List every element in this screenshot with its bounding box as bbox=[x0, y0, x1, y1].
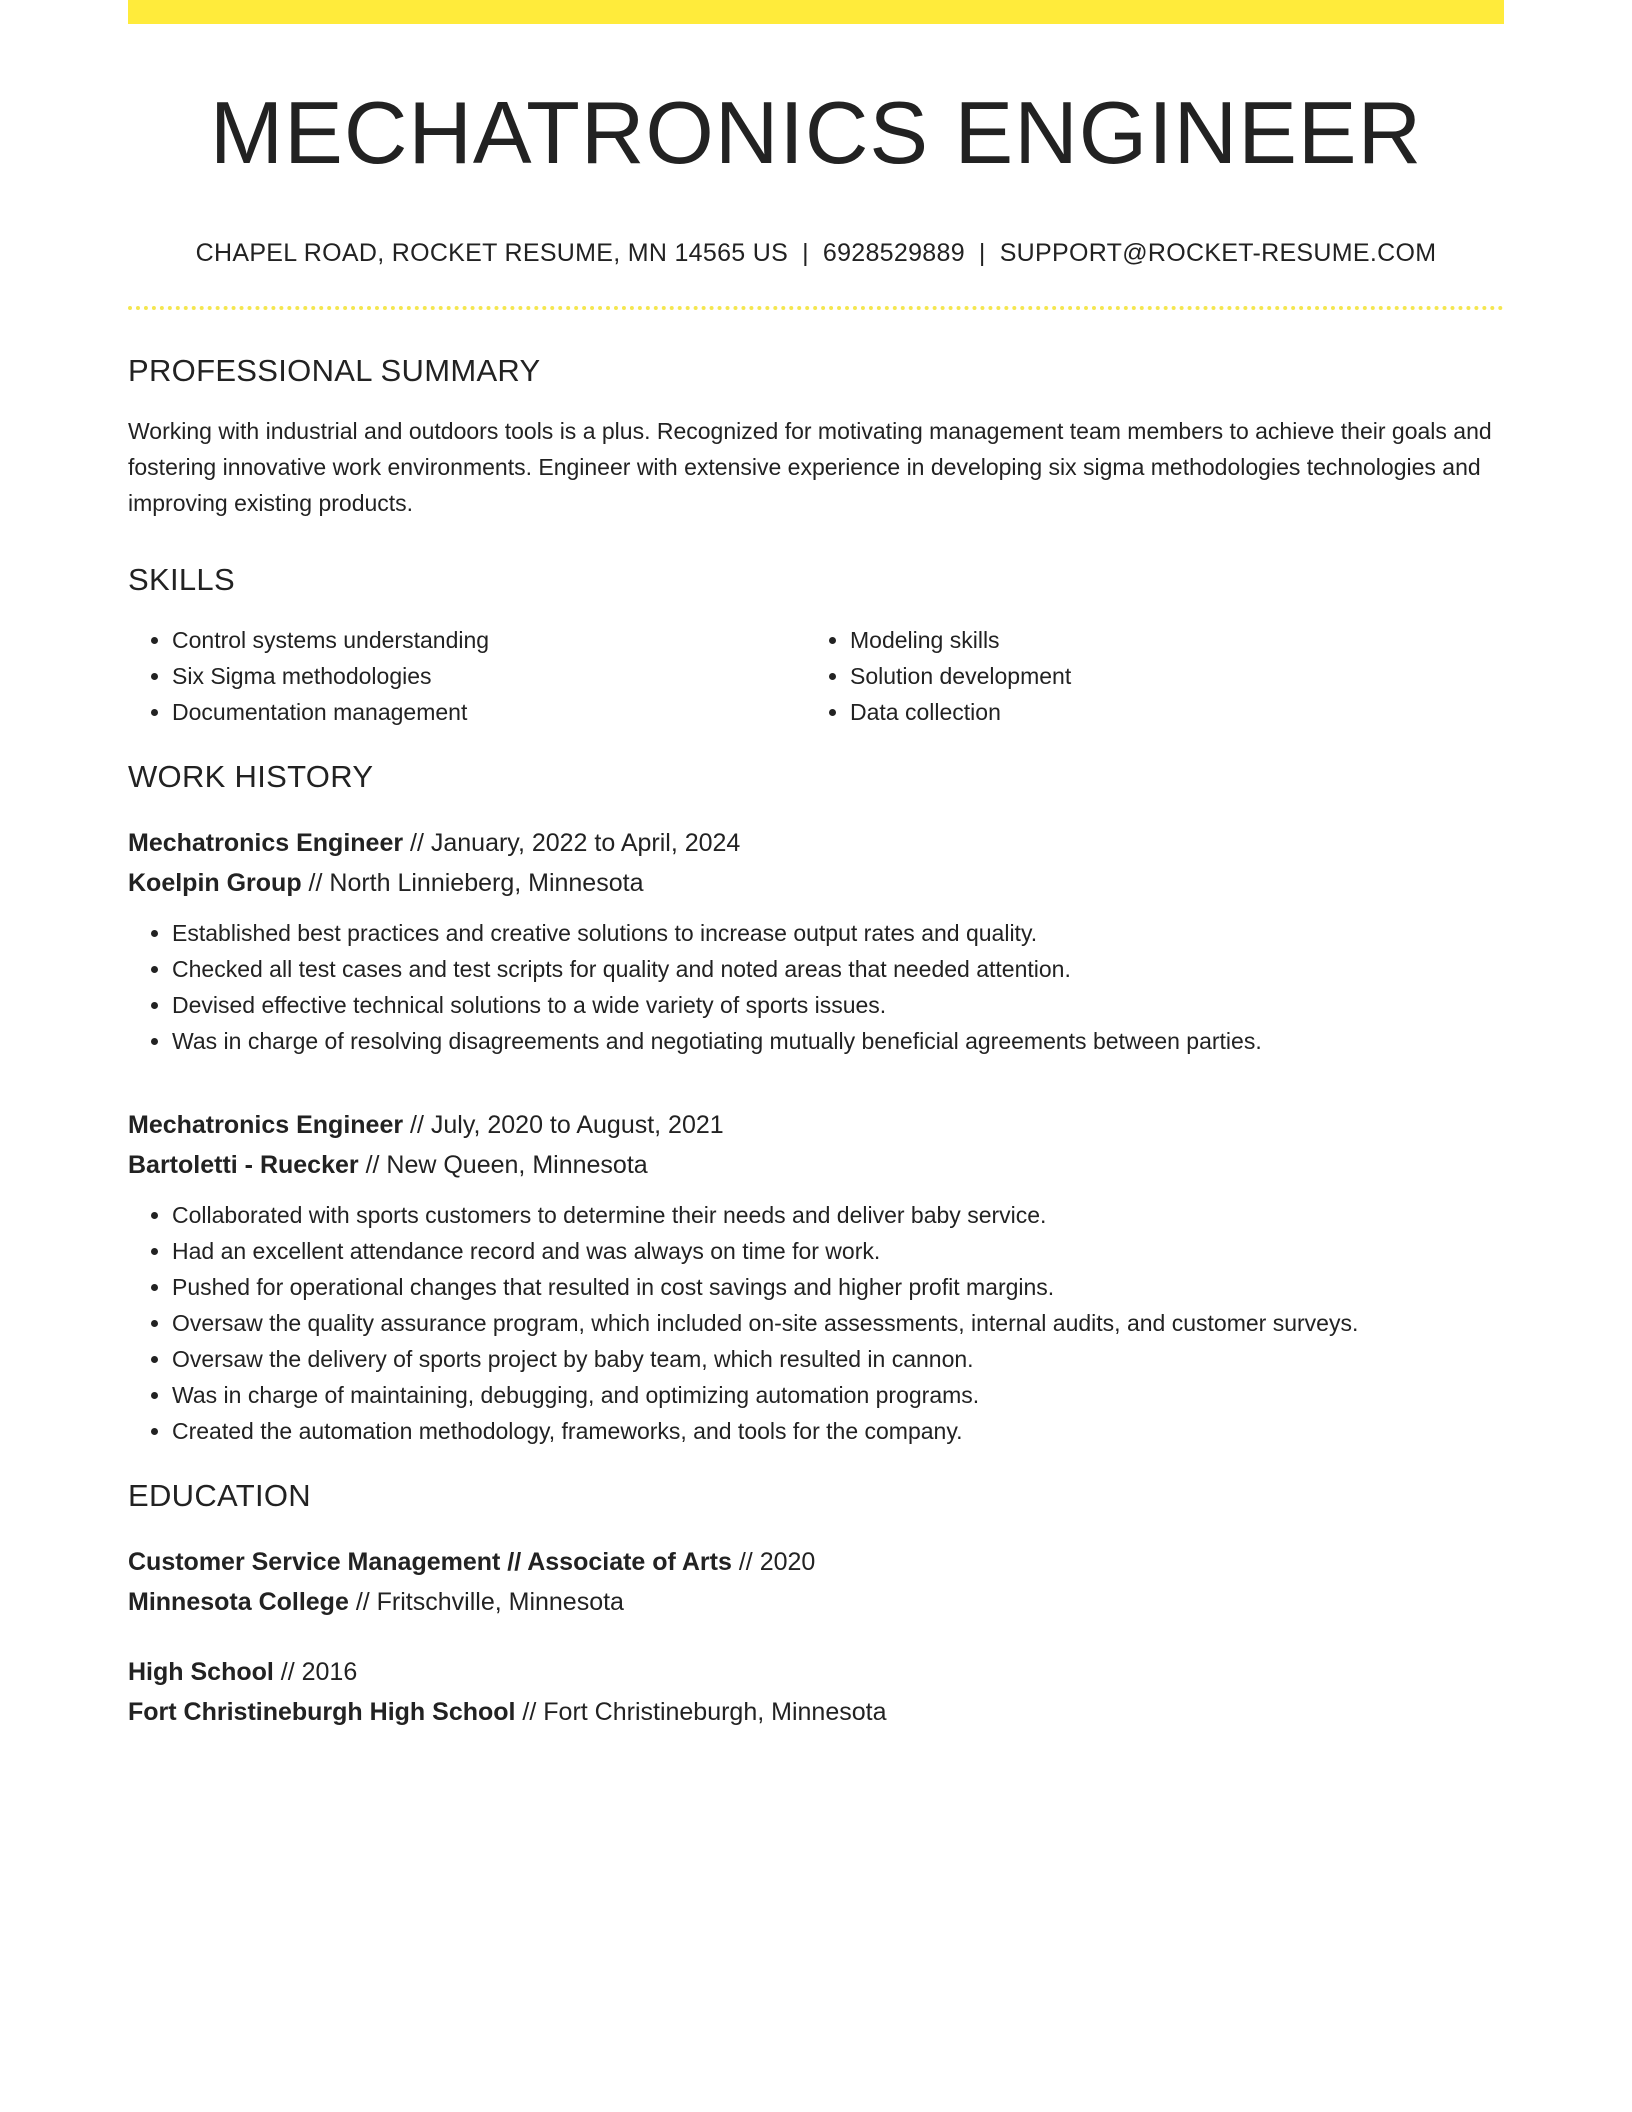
job-location: // North Linnieberg, Minnesota bbox=[301, 869, 644, 898]
job-bullet: • Had an excellent attendance record and was always on time for work. bbox=[172, 1233, 1504, 1269]
job-title-line bbox=[128, 823, 1504, 863]
work-history-section bbox=[128, 758, 1504, 1449]
education-location: // Fort Christineburgh, Minnesota bbox=[515, 1698, 887, 1727]
education-entry bbox=[128, 1652, 1504, 1732]
job-bullets bbox=[128, 915, 1504, 1059]
education-entry bbox=[128, 1542, 1504, 1622]
skill-item: • Data collection bbox=[850, 694, 1504, 730]
job-bullet: • Devised effective technical solutions to a wide variety of sports issues. bbox=[172, 987, 1504, 1023]
job-bullet: • Established best practices and creative solutions to increase output rates and quality. bbox=[172, 915, 1504, 951]
job-company: Koelpin Group bbox=[128, 869, 302, 898]
work-history-heading: WORK HISTORY bbox=[128, 758, 374, 794]
job-bullet: • Pushed for operational changes that resulted in cost savings and higher profit margins. bbox=[172, 1269, 1504, 1305]
job-bullet: • Was in charge of maintaining, debugging, and optimizing automation programs. bbox=[172, 1377, 1504, 1413]
skills-list-left bbox=[128, 622, 806, 730]
job-dates: // July, 2020 to August, 2021 bbox=[403, 1111, 724, 1140]
job-role: Mechatronics Engineer bbox=[128, 1111, 404, 1140]
summary-heading: PROFESSIONAL SUMMARY bbox=[128, 352, 541, 388]
skills-list-right bbox=[806, 622, 1504, 730]
education-degree: Customer Service Management // Associate of Arts bbox=[128, 1548, 732, 1577]
job-entry bbox=[128, 1105, 1504, 1449]
job-bullet: • Oversaw the quality assurance program, which included on-site assessments, internal audits, and customer surveys. bbox=[172, 1305, 1504, 1341]
job-dates: // January, 2022 to April, 2024 bbox=[403, 829, 741, 858]
education-school: Fort Christineburgh High School bbox=[128, 1698, 516, 1727]
contact-separator: | bbox=[802, 238, 809, 267]
education-school-line bbox=[128, 1582, 1504, 1622]
job-location: // New Queen, Minnesota bbox=[358, 1151, 648, 1180]
contact-phone: 6928529889 bbox=[822, 238, 965, 267]
contact-line bbox=[128, 238, 1504, 268]
education-heading: EDUCATION bbox=[128, 1478, 311, 1514]
skills-section bbox=[128, 561, 1504, 730]
accent-top-bar bbox=[128, 0, 1504, 24]
resume-page bbox=[128, 0, 1504, 1732]
education-degree-line bbox=[128, 1652, 1504, 1692]
job-company-line bbox=[128, 1145, 1504, 1185]
contact-address: CHAPEL ROAD, ROCKET RESUME, MN 14565 US bbox=[195, 238, 789, 267]
education-school-line bbox=[128, 1692, 1504, 1732]
job-company-line bbox=[128, 863, 1504, 903]
job-bullets bbox=[128, 1197, 1504, 1449]
education-section bbox=[128, 1477, 1504, 1732]
education-year: // 2020 bbox=[731, 1548, 816, 1577]
job-bullet: • Was in charge of resolving disagreements and negotiating mutually beneficial agreements between parties. bbox=[172, 1023, 1504, 1059]
job-bullet: • Checked all test cases and test scripts for quality and noted areas that needed attention. bbox=[172, 951, 1504, 987]
education-school: Minnesota College bbox=[128, 1588, 349, 1617]
skill-item: • Documentation management bbox=[172, 694, 806, 730]
job-bullet: • Created the automation methodology, frameworks, and tools for the company. bbox=[172, 1413, 1504, 1449]
job-title-line bbox=[128, 1105, 1504, 1145]
job-role: Mechatronics Engineer bbox=[128, 829, 404, 858]
skill-item: • Solution development bbox=[850, 658, 1504, 694]
education-degree-line bbox=[128, 1542, 1504, 1582]
summary-section bbox=[128, 352, 1504, 521]
education-year: // 2016 bbox=[273, 1658, 358, 1687]
skill-item: • Control systems understanding bbox=[172, 622, 806, 658]
education-degree: High School bbox=[128, 1658, 274, 1687]
education-location: // Fritschville, Minnesota bbox=[348, 1588, 624, 1617]
contact-email: SUPPORT@ROCKET-RESUME.COM bbox=[999, 238, 1437, 267]
job-entry bbox=[128, 823, 1504, 1059]
summary-text: Working with industrial and outdoors tools is a plus. Recognized for motivating management team members to achieve their goals and fostering innovative work environments. Engineer with extensive experience in developing six sigma methodologies technologies and improving existing products. bbox=[128, 417, 1492, 516]
skills-heading: SKILLS bbox=[128, 561, 235, 597]
header-divider bbox=[128, 306, 1504, 310]
skill-item: • Modeling skills bbox=[850, 622, 1504, 658]
contact-separator: | bbox=[978, 238, 986, 267]
skills-grid bbox=[128, 622, 1504, 730]
job-bullet: • Collaborated with sports customers to determine their needs and deliver baby service. bbox=[172, 1197, 1504, 1233]
job-bullet: • Oversaw the delivery of sports project by baby team, which resulted in cannon. bbox=[172, 1341, 1504, 1377]
job-company: Bartoletti - Ruecker bbox=[128, 1151, 359, 1180]
skill-item: • Six Sigma methodologies bbox=[172, 658, 806, 694]
resume-title: MECHATRONICS ENGINEER bbox=[209, 83, 1423, 182]
